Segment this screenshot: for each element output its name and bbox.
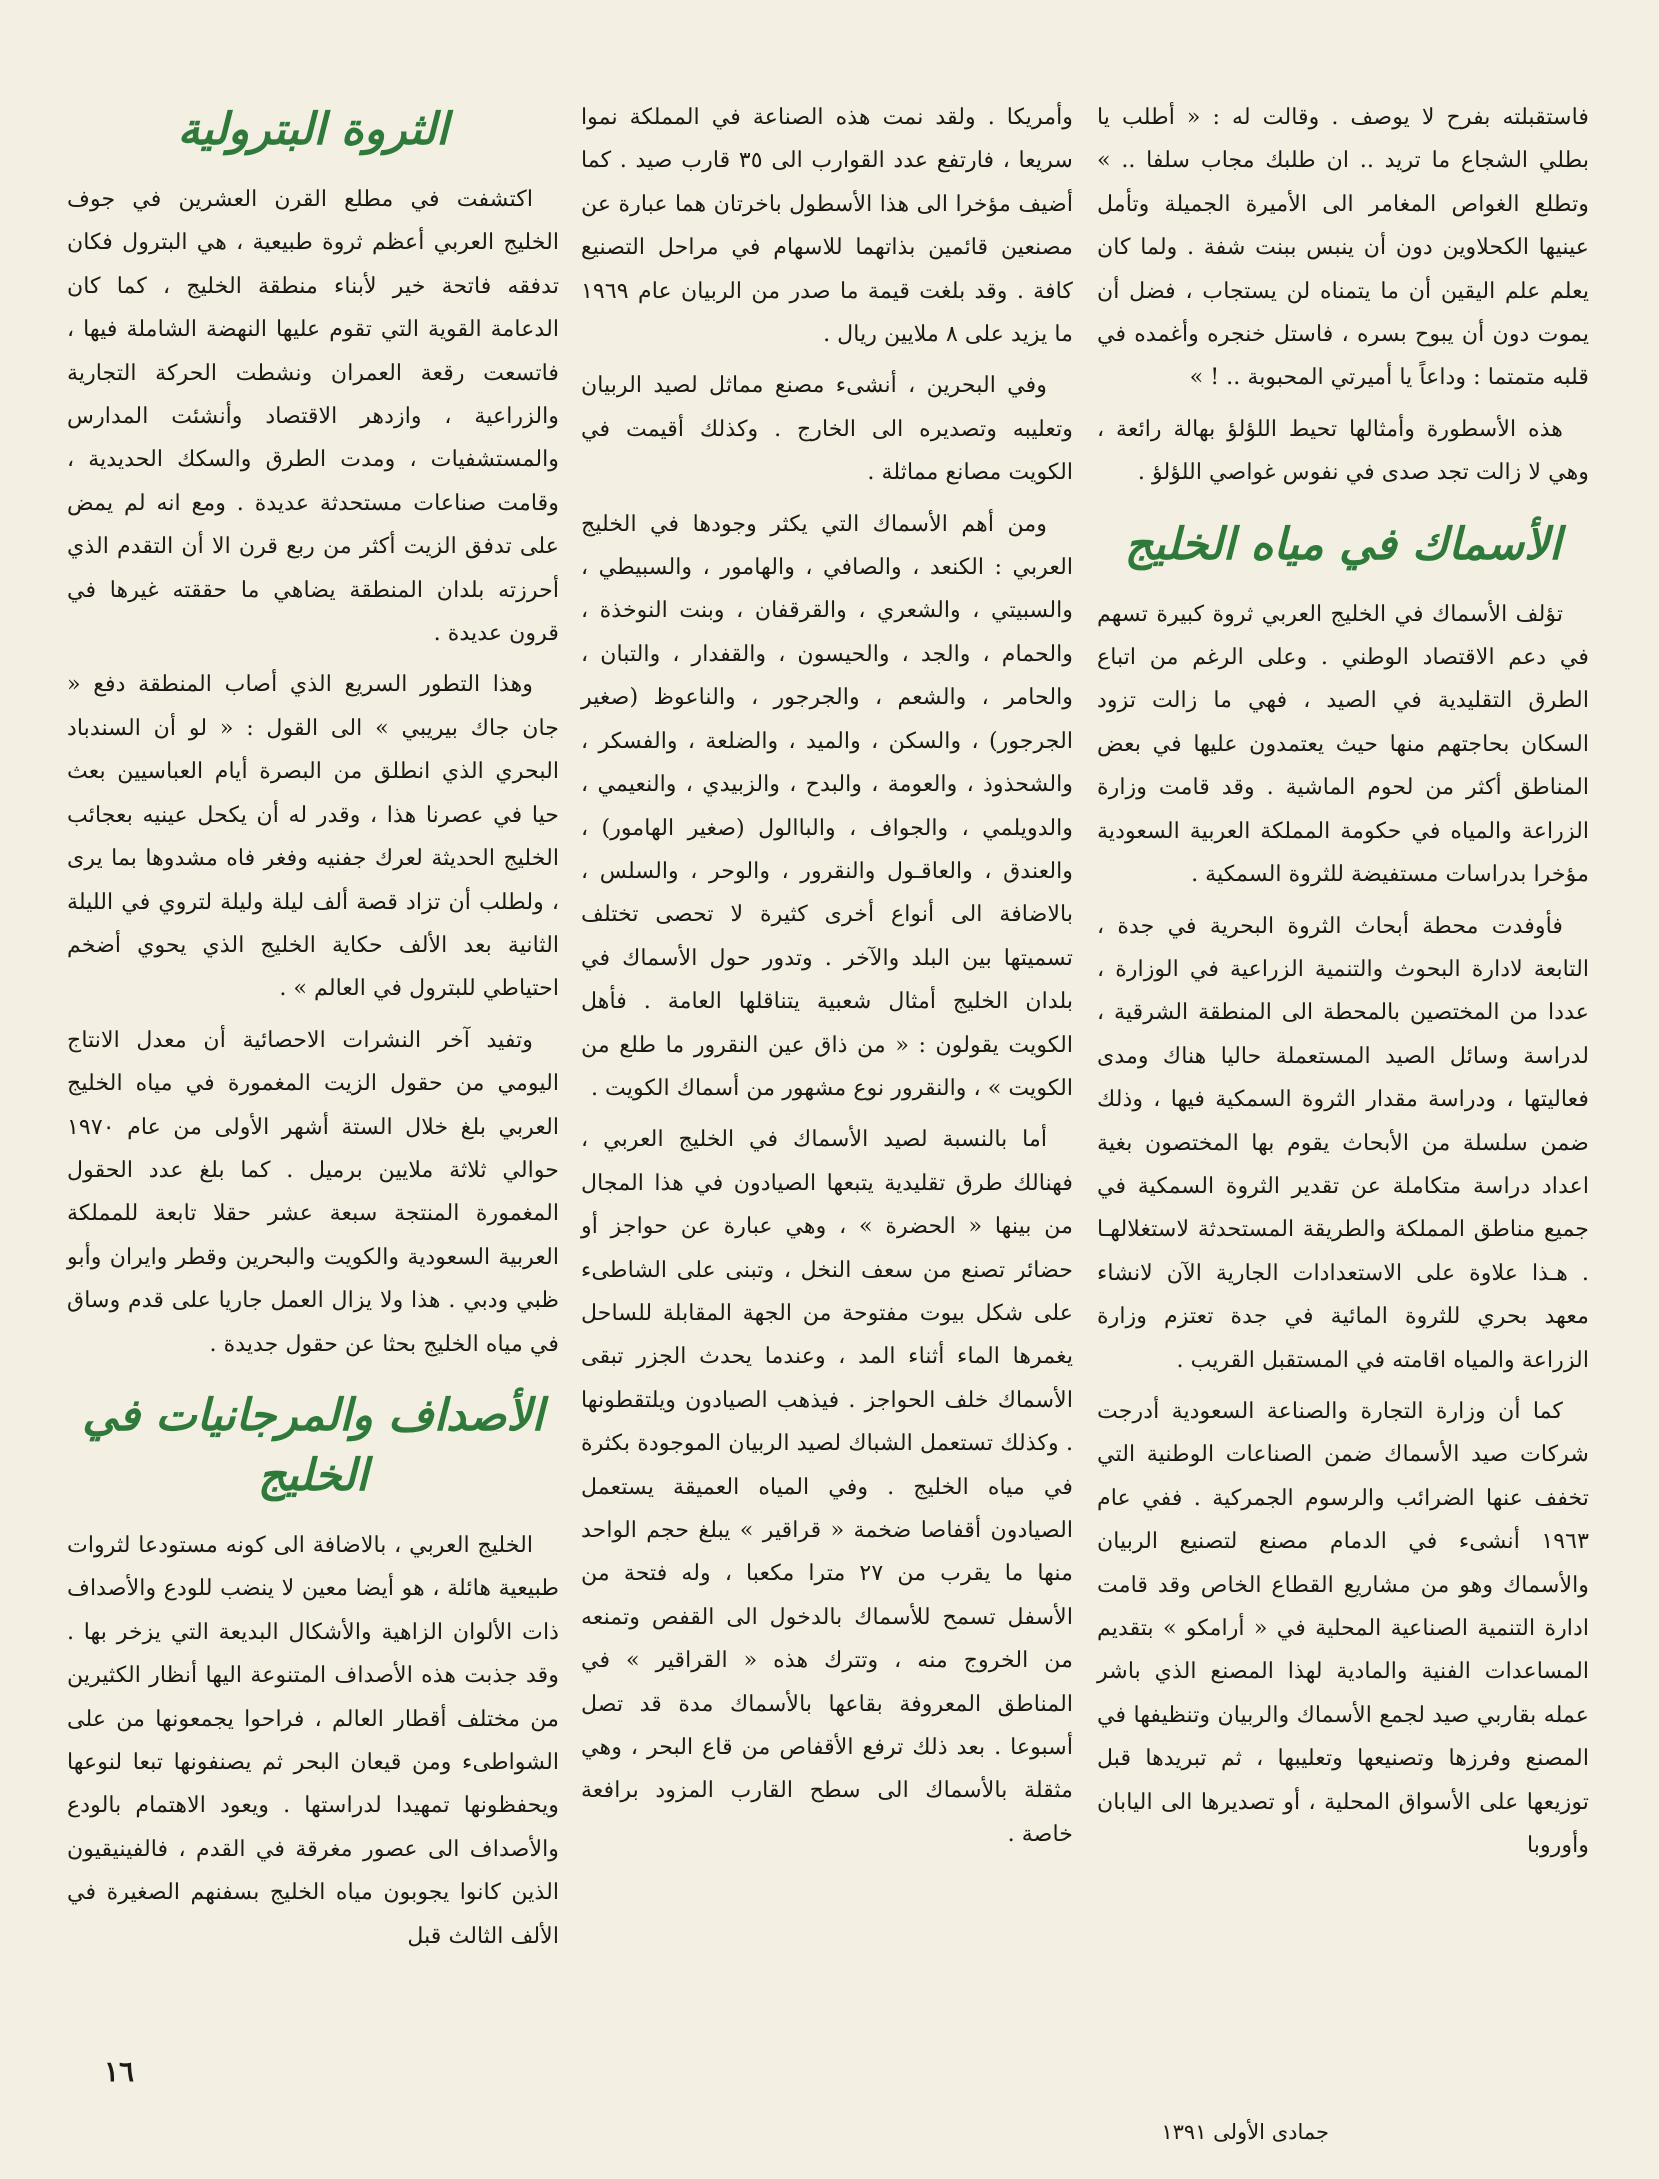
fish-species-paragraph: ومن أهم الأسماك التي يكثر وجودها في الخليج العربي : الكنعد ، والصافي ، والهامور ، والسبيطي ، والسبيتي ، والشعري ، والقرقفان ، وبنت النوخذة ، والحمام ، والجد ، والحيسون ، والقفدار ، والتبان ، والحامر ، والشعم ، والجرجور ، والناعوظ (صغير الجرجور) ، والسكن ، والميد ، والضلعة ، والفسكر ، والشحذوذ ، والعومة ، والبدح ، والزبيدي ، والنعيمي ، والدويلمي ، والجواف ، والباالول (صغير الهامور) ، والعندق ، والعاقـول والنقرور ، والوحر ، والسلس ، بالاضافة الى أنواع أخرى كثيرة لا تحصى تختلف تسميتها بين البلد والآخر . وتدور حول الأسماك في بلدان الخليج أمثال شعبية يتناقلها العامة . فأهل الكويت يقولون : « من ذاق عين النقرور ما طلع من الكويت » ، والنقرور نوع مشهور من أسماك الكويت . bbox=[581, 510, 1073, 1101]
oil-discovery-paragraph: اكتشفت في مطلع القرن العشرين في جوف الخليج العربي أعظم ثروة طبيعية ، هي البترول فكان تدفقه فاتحة خير لأبناء منطقة الخليج ، كما كان الدعامة القوية التي تقوم عليها النهضة الشاملة فيها ، فاتسعت رقعة العمران ونشطت الحركة التجارية والزراعية ، وازدهر الاقتصاد وأنشئت المدارس والمستشفيات ، ومدت الطرق والسكك الحديدية ، وقامت صناعات مستحدثة عديدة . ومع انه لم يمض على تدفق الزيت أكثر من ربع قرن الا أن التقدم الذي أحرزته بلدان المنطقة يضاهي ما حققته غيرها في قرون عديدة . bbox=[67, 186, 559, 647]
legend-ending-paragraph: فاستقبلته بفرح لا يوصف . وقالت له : « أطلب يا بطلي الشجاع ما تريد .. ان طلبك مجاب سلفا .. » وتطلع الغواص المغامر الى الأميرة الجميلة وتأمل عينيها الكحلاوين دون أن ينبس ببنت شفة . ولما كان يعلم علم اليقين أن ما يتمناه لن يستجاب ، فضل أن يموت دون أن يبوح بسره ، فاستل خنجره وأغمده في قلبه متمتما : وداعاً يا أميرتي المحبوبة .. ! » bbox=[1097, 104, 1589, 391]
fish-section-heading: الأسماك في مياه الخليج bbox=[1124, 518, 1562, 570]
legend-summary-paragraph: هذه الأسطورة وأمثالها تحيط اللؤلؤ بهالة رائعة ، وهي لا زالت تجد صدى في نفوس غواصي اللؤلؤ . bbox=[1097, 415, 1589, 486]
issue-date: جمادى الأولى ١٣٩١ bbox=[1161, 2120, 1329, 2144]
middle-column bbox=[581, 96, 1073, 1864]
fish-research-paragraph: فأوفدت محطة أبحاث الثروة البحرية في جدة ، التابعة لادارة البحوث والتنمية الزراعية في الوزارة ، عددا من المختصين بالمحطة الى المنطقة الشرقية ، لدراسة وسائل الصيد المستعملة حاليا هناك ومدى فعاليتها ، ودراسة مقدار الثروة السمكية فيها ، وذلك ضمن سلسلة من الأبحاث يقوم بها المختصون بغية اعداد دراسة متكاملة عن تقدير الثروة السمكية في جميع مناطق المملكة والطريقة المستحدثة لاستغلالهـا . هـذا علاوة على الاستعدادات الجارية الآن لانشاء معهد بحري للثروة المائية في جدة تعتزم وزارة الزراعة والمياه اقامته في المستقبل القريب . bbox=[1097, 912, 1589, 1373]
oil-section-heading: الثروة البترولية bbox=[177, 104, 449, 155]
fish-industry-paragraph: كما أن وزارة التجارة والصناعة السعودية أدرجت شركات صيد الأسماك ضمن الصناعات الوطنية التي تخفف عنها الضرائب والرسوم الجمركية . ففي عام ١٩٦٣ أنشىء في الدمام مصنع لتصنيع الربيان والأسماك وهو من مشاريع القطاع الخاص وقد قامت ادارة التنمية الصناعية المحلية في « أرامكو » بتقديم المساعدات الفنية والمادية لهذا المصنع الذي باشر عمله بقاربي صيد لجمع الأسماك والربيان وتنظيفها في المصنع وفرزها وتصنيعها وتعليبها ، ثم تبريدها قبل توزيعها على الأسواق المحلية ، أو تصديرها الى اليابان وأوروبا bbox=[1097, 1397, 1589, 1859]
oil-statistics-paragraph: وتفيد آخر النشرات الاحصائية أن معدل الانتاج اليومي من حقول الزيت المغمورة في مياه الخليج العربي بلغ خلال الستة أشهر الأولى من عام ١٩٧٠ حوالي ثلاثة ملايين برميل . كما بلغ عدد الحقول المغمورة المنتجة سبعة عشر حقلا تابعة للمملكة العربية السعودية والكويت والبحرين وقطر وايران وأبو ظبي ودبي . هذا ولا يزال العمل جاريا على قدم وساق في مياه الخليج بحثا عن حقول جديدة . bbox=[67, 1026, 559, 1357]
fish-industry-continued-paragraph: وأمريكا . ولقد نمت هذه الصناعة في المملكة نموا سريعا ، فارتفع عدد القوارب الى ٣٥ قارب صيد . كما أضيف مؤخرا الى هذا الأسطول باخرتان هما عبارة عن مصنعين قائمين بذاتهما للاسهام في مراحل التصنيع كافة . وقد بلغت قيمة ما صدر من الربيان عام ١٩٦٩ ما يزيد على ٨ ملايين ريال . bbox=[581, 104, 1073, 348]
oil-quote-paragraph: وهذا التطور السريع الذي أصاب المنطقة دفع « جان جاك بيريبي » الى القول : « لو أن السندباد البحري الذي انطلق من البصرة أيام العباسيين بعث حيا في عصرنا هذا ، وقدر له أن يكحل عينيه بعجائب الخليج الحديثة لعرك جفنيه وفغر فاه مشدوها بما يرى ، ولطلب أن تزاد قصة ألف ليلة وليلة لتروي في الليلة الثانية بعد الألف حكاية الخليج الذي يحوي أضخم احتياطي للبترول في العالم » . bbox=[67, 671, 559, 1002]
fishing-methods-paragraph: أما بالنسبة لصيد الأسماك في الخليج العربي ، فهنالك طرق تقليدية يتبعها الصيادون في هذا المجال من بينها « الحضرة » ، وهي عبارة عن حواجز أو حضائر تصنع من سعف النخل ، وتبنى على الشاطىء على شكل بيوت مفتوحة من الجهة المقابلة للساحل يغمرها الماء أثناء المد ، وعندما يحدث الجزر تبقى الأسماك خلف الحواجز . فيذهب الصيادون ويلتقطونها . وكذلك تستعمل الشباك لصيد الربيان الموجودة بكثرة في مياه الخليج . وفي المياه العميقة يستعمل الصيادون أقفاصا ضخمة « قراقير » يبلغ حجم الواحد منها ما يقرب من ٢٧ مترا مكعبا ، وله فتحة من الأسفل تسمح للأسماك بالدخول الى القفص وتمنعه من الخروج منه ، وتترك هذه « القراقير » في المناطق المعروفة بقاعها بالأسماك مدة قد تصل أسبوعا . بعد ذلك ترفع الأقفاص من قاع البحر ، وهي مثقلة بالأسماك الى سطح القارب المزود برافعة خاصة . bbox=[581, 1126, 1073, 1847]
shells-section-heading: الأصداف والمرجانيات في الخليج bbox=[82, 1389, 544, 1501]
page-number: ١٦ bbox=[104, 2055, 135, 2088]
left-column bbox=[67, 96, 559, 1966]
fish-intro-paragraph: تؤلف الأسماك في الخليج العربي ثروة كبيرة تسهم في دعم الاقتصاد الوطني . وعلى الرغم من اتباع الطرق التقليدية في الصيد ، فهي ما زالت تزود السكان بحاجتهم منها حيث يعتمدون عليها في بعض المناطق أكثر من لحوم الماشية . وقد قامت وزارة الزراعة والمياه في حكومة المملكة العربية السعودية مؤخرا بدراسات مستفيضة للثروة السمكية . bbox=[1097, 600, 1589, 888]
shells-paragraph: الخليج العربي ، بالاضافة الى كونه مستودعا لثروات طبيعية هائلة ، هو أيضا معين لا ينضب للودع والأصداف ذات الألوان الزاهية والأشكال البديعة التي يزخر بها . وقد جذبت هذه الأصداف المتنوعة اليها أنظار الكثيرين من مختلف أقطار العالم ، فراحوا يجمعونها من على الشواطىء ومن قيعان البحر ثم يصنفونها تبعا لنوعها ويحفظونها تمهيدا لدراستها . ويعود الاهتمام بالودع والأصداف الى عصور مغرقة في القدم ، فالفينيقيون الذين كانوا يجوبون مياه الخليج بسفنهم الصغيرة في الألف الثالث قبل bbox=[67, 1531, 559, 1949]
right-column bbox=[1097, 96, 1589, 1875]
bahrain-factory-paragraph: وفي البحرين ، أنشىء مصنع مماثل لصيد الربيان وتعليبه وتصديره الى الخارج . وكذلك أقيمت في الكويت مصانع مماثلة . bbox=[581, 372, 1073, 486]
